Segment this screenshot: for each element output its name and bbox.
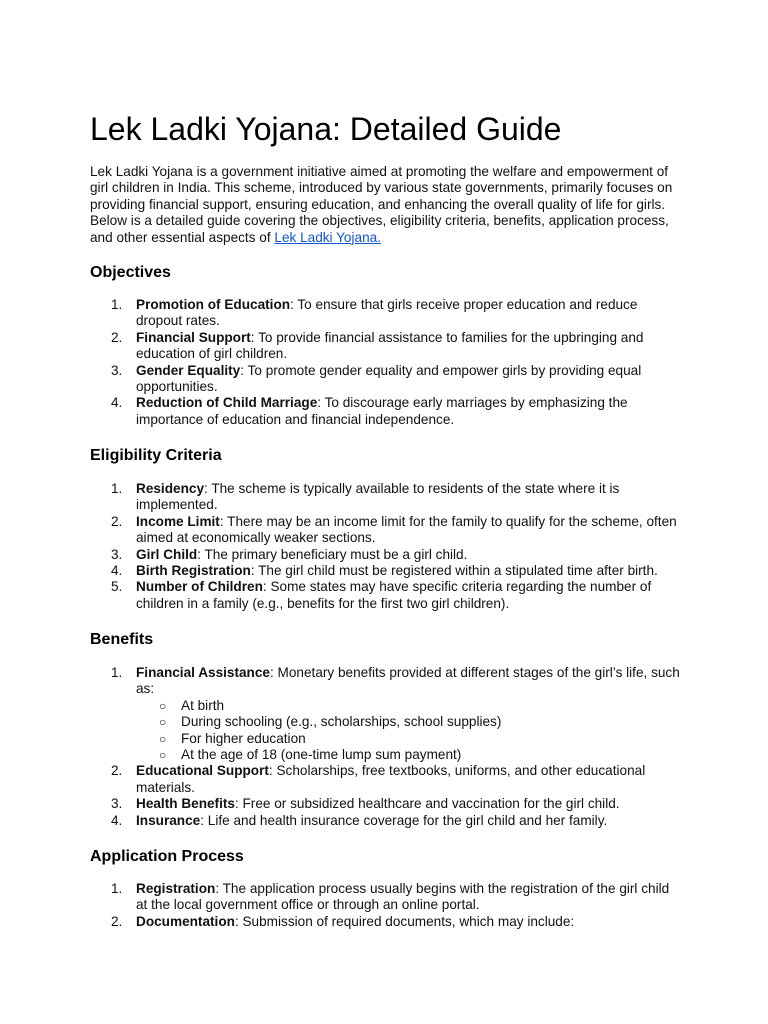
- list-number: 2.: [111, 763, 123, 779]
- list-item: [90, 330, 680, 363]
- list-number: 3.: [111, 362, 123, 378]
- list-term: Promotion of Education: [136, 297, 291, 312]
- list-item: [136, 731, 680, 747]
- list-number: 1.: [111, 665, 123, 680]
- hollow-bullet-icon: ○: [159, 731, 167, 746]
- eligibility-list: [90, 481, 680, 612]
- list-number: 5.: [111, 579, 123, 595]
- eligibility-heading: Eligibility Criteria: [90, 447, 222, 464]
- list-term: Residency: [136, 481, 205, 496]
- list-desc: : The scheme is typically available to residents of the state where it is implemented.: [136, 481, 620, 513]
- list-desc: : To promote gender equality and empower girls by providing equal opportunities.: [136, 362, 642, 395]
- intro-text: Lek Ladki Yojana is a government initiative aimed at promoting the welfare and empowerment of girl children in India. This scheme, introduced by various state governments, primarily focuses on providing financial support, ensuring education, and enhancing the overall quality of life for girls. Below is a detailed guide covering the objectives, eligibility criteria, benefits, application process, and other essential aspects of: [90, 164, 673, 245]
- list-item: [90, 547, 680, 563]
- list-desc: : Submission of required documents, which may include:: [234, 913, 575, 929]
- list-desc: : To discourage early marriages by emphasizing the importance of education and financial independence.: [136, 395, 628, 427]
- list-number: 4.: [111, 563, 123, 579]
- list-desc: : Life and health insurance coverage for the girl child and her family.: [200, 812, 608, 828]
- list-item: [90, 579, 680, 612]
- hollow-bullet-icon: ○: [159, 715, 167, 730]
- application-list: [90, 881, 680, 930]
- hollow-bullet-icon: ○: [159, 748, 167, 763]
- list-number: 2.: [111, 513, 123, 529]
- list-number: 1.: [111, 881, 123, 896]
- list-number: 1.: [111, 481, 123, 496]
- list-item: [90, 796, 680, 812]
- list-desc: : To provide financial assistance to families for the upbringing and education of girl children.: [136, 329, 644, 362]
- application-heading: Application Process: [90, 848, 244, 865]
- objectives-heading: Objectives: [90, 264, 171, 281]
- list-item: [90, 363, 680, 396]
- list-item: [90, 395, 680, 428]
- objectives-list: [90, 297, 680, 428]
- list-number: 2.: [111, 329, 123, 345]
- benefit-stages-list: [136, 698, 680, 764]
- list-number: 3.: [111, 546, 123, 562]
- list-desc: : Some states may have specific criteria regarding the number of children in a family (e.g., benefits for the first two girl children).: [136, 579, 652, 611]
- list-item: [90, 813, 680, 829]
- list-number: 2.: [111, 913, 123, 929]
- list-item: [90, 665, 680, 763]
- list-item: [136, 747, 680, 763]
- list-term: Reduction of Child Marriage: [136, 395, 318, 411]
- sub-item-text: At birth: [181, 697, 225, 713]
- list-term: Educational Support: [136, 763, 269, 779]
- list-desc: : The primary beneficiary must be a girl child.: [197, 546, 468, 562]
- list-item: [90, 297, 680, 330]
- list-number: 3.: [111, 796, 123, 812]
- benefits-list: [90, 665, 680, 829]
- list-item: [136, 698, 680, 714]
- list-term: Documentation: [136, 913, 235, 929]
- list-item: [136, 714, 680, 730]
- list-term: Gender Equality: [136, 362, 241, 378]
- list-number: 4.: [111, 812, 123, 828]
- list-desc: : To ensure that girls receive proper education and reduce dropout rates.: [136, 297, 638, 329]
- list-number: 4.: [111, 395, 123, 411]
- list-term: Birth Registration: [136, 563, 251, 579]
- sub-item-text: During schooling (e.g., scholarships, school supplies): [181, 714, 502, 730]
- page-title: Lek Ladki Yojana: Detailed Guide: [90, 111, 562, 147]
- list-desc: : Free or subsidized healthcare and vaccination for the girl child.: [234, 796, 620, 812]
- list-item: [90, 481, 680, 514]
- benefits-heading: Benefits: [90, 631, 154, 648]
- list-term: Financial Assistance: [136, 665, 270, 680]
- list-term: Number of Children: [136, 579, 263, 595]
- list-term: Financial Support: [136, 329, 251, 345]
- list-number: 1.: [111, 297, 123, 312]
- list-term: Insurance: [136, 812, 201, 828]
- hollow-bullet-icon: ○: [159, 698, 167, 713]
- lek-ladki-yojana-link[interactable]: Lek Ladki Yojana.: [274, 229, 381, 245]
- list-term: Girl Child: [136, 546, 198, 562]
- list-item: [90, 881, 680, 914]
- list-item: [90, 914, 680, 930]
- list-desc: : Scholarships, free textbooks, uniforms, and other educational materials.: [136, 763, 646, 795]
- list-desc: : There may be an income limit for the family to qualify for the scheme, often aimed at economically weaker sections.: [136, 513, 677, 546]
- list-item: [90, 514, 680, 547]
- sub-item-text: For higher education: [181, 730, 306, 746]
- list-item: [90, 763, 680, 796]
- list-term: Health Benefits: [136, 796, 235, 812]
- list-desc: : Monetary benefits provided at different stages of the girl’s life, such as:: [136, 665, 680, 697]
- list-desc: : The girl child must be registered within a stipulated time after birth.: [250, 563, 658, 579]
- sub-item-text: At the age of 18 (one-time lump sum payment): [181, 747, 462, 763]
- intro-paragraph: [90, 164, 680, 246]
- list-term: Income Limit: [136, 513, 220, 529]
- list-term: Registration: [136, 881, 216, 896]
- list-desc: : The application process usually begins with the registration of the girl child at the local government office or through an online portal.: [136, 881, 670, 913]
- list-item: [90, 563, 680, 579]
